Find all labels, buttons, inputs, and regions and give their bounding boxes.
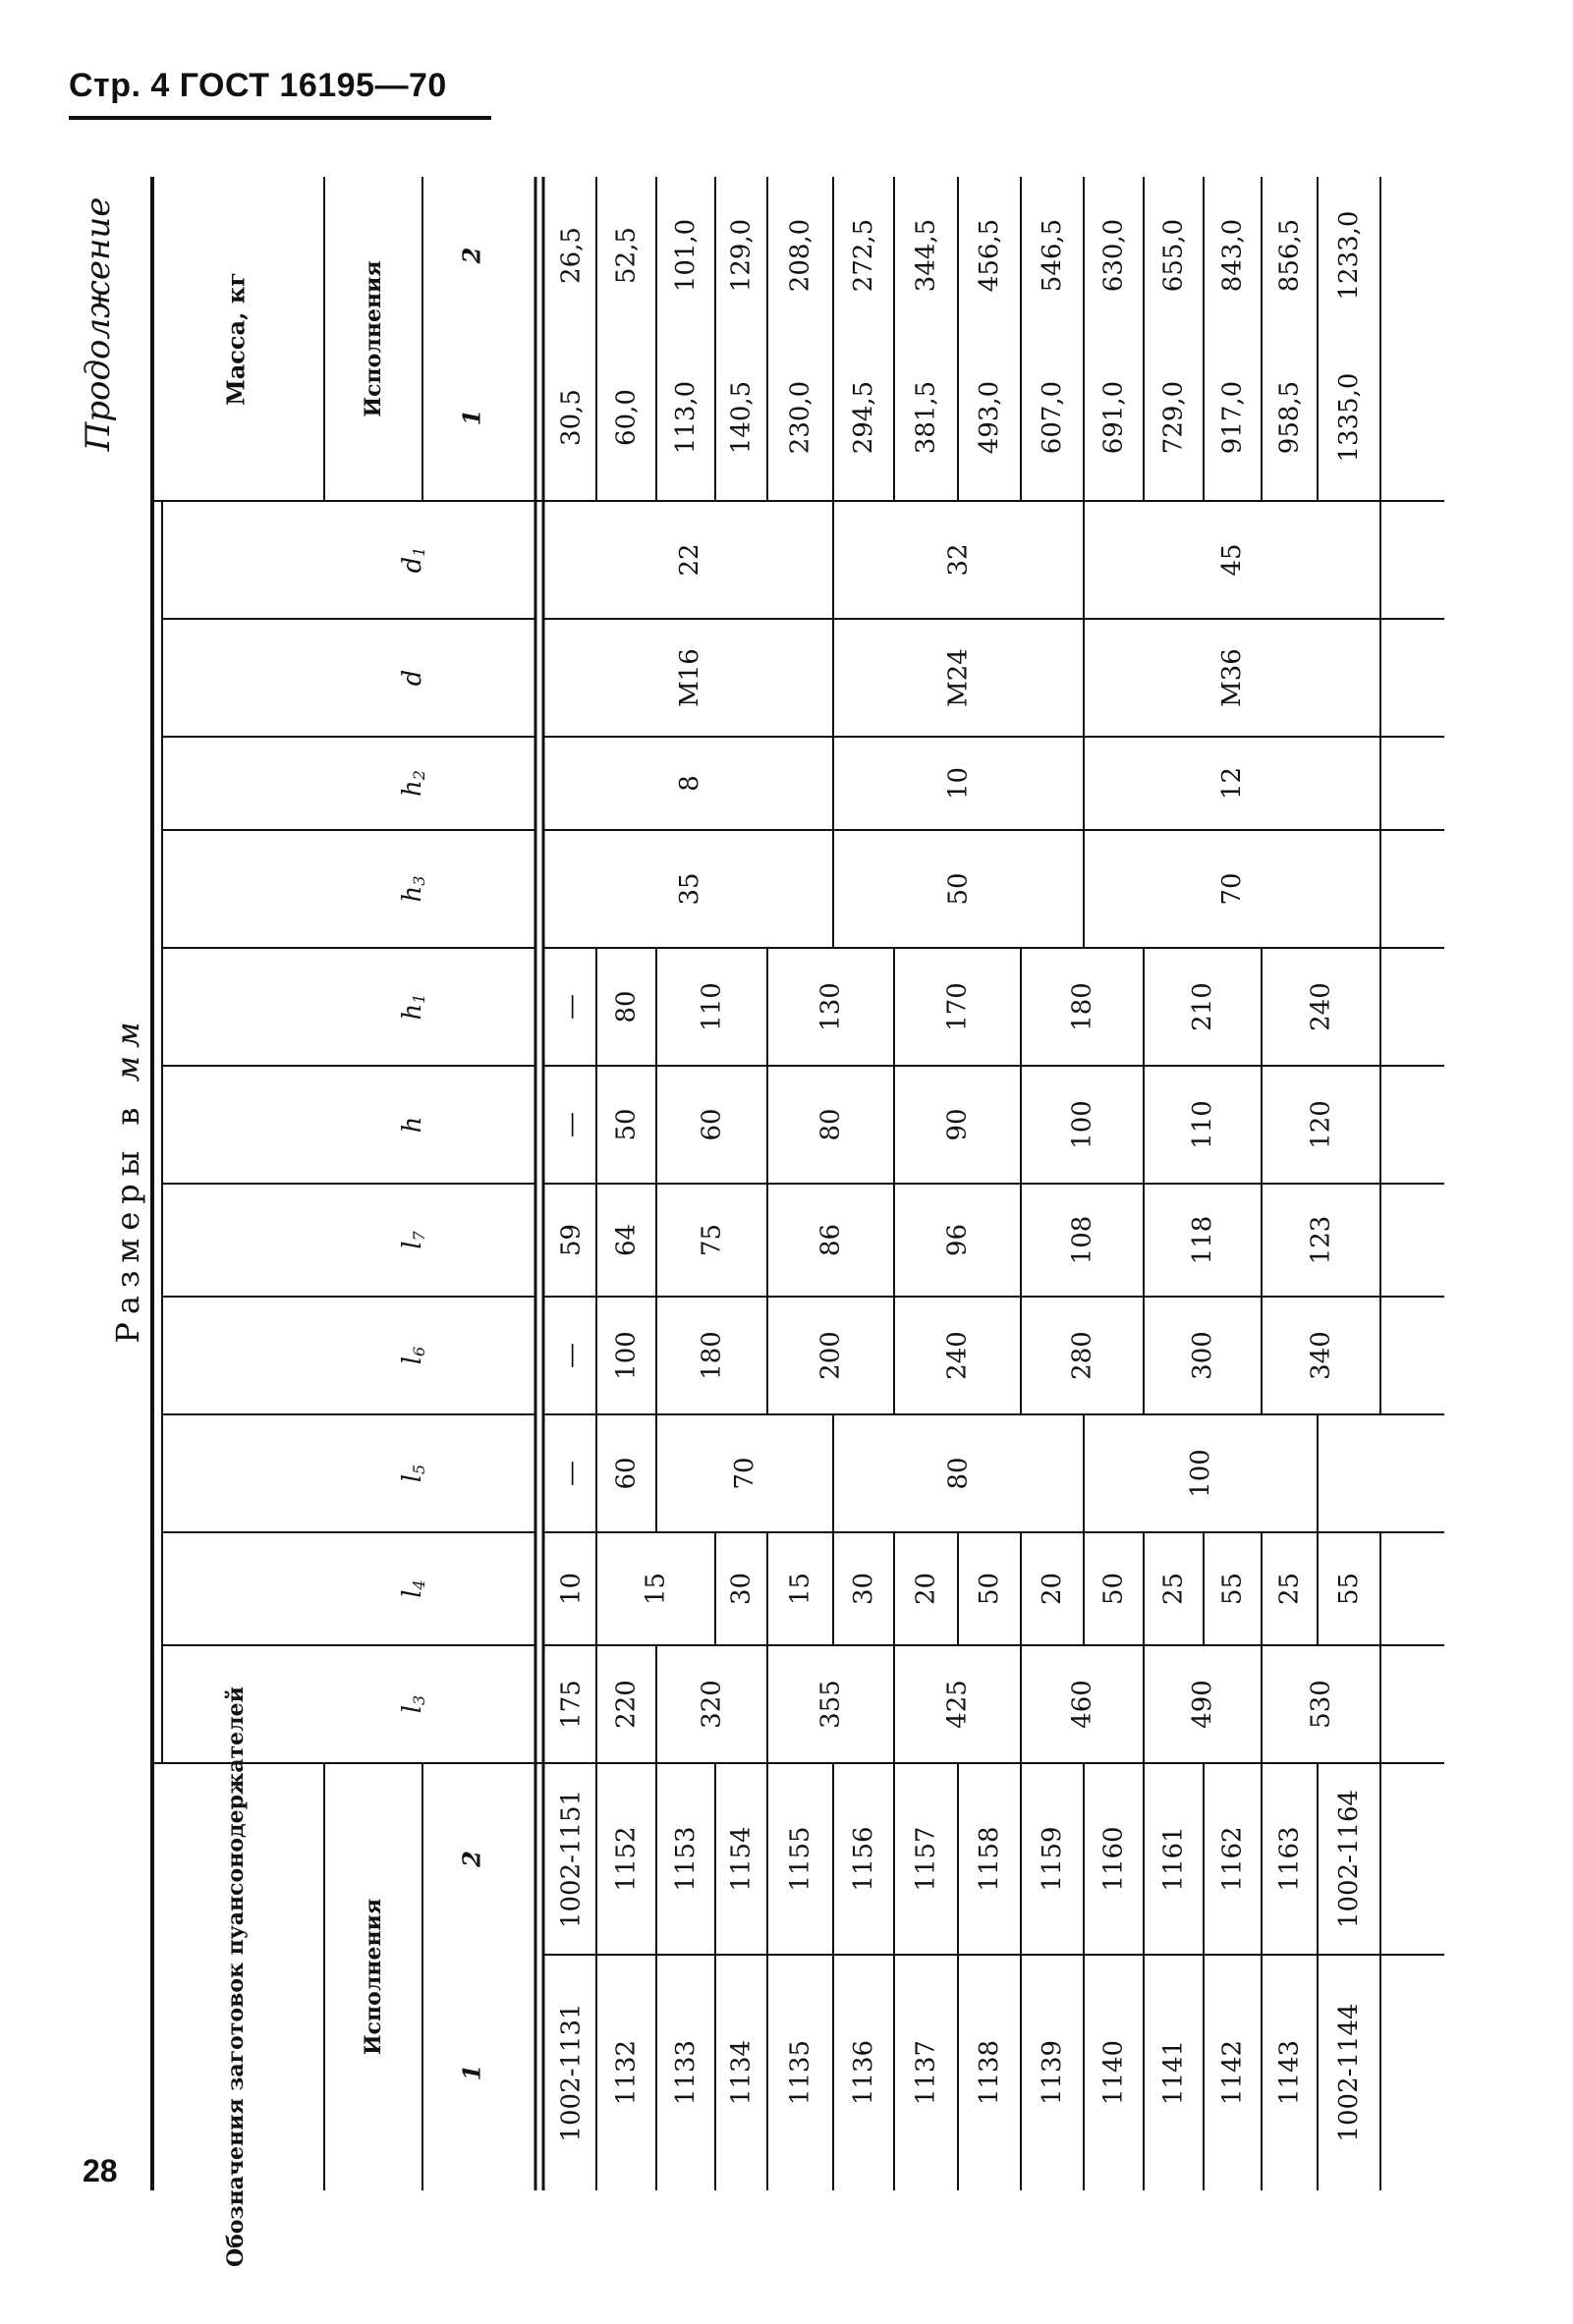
h-cell: 80 (815, 1108, 846, 1141)
mass-1-cell: 140,5 (726, 380, 757, 455)
designation-1-cell: 1132 (611, 2039, 642, 2106)
d-cell: M24 (943, 648, 974, 707)
mass-1-cell: 113,0 (671, 380, 701, 455)
h1-cell: 110 (697, 982, 727, 1031)
header-d: d (398, 669, 427, 687)
mass-1-cell: 958,5 (1274, 380, 1305, 455)
mass-2-cell: 630,0 (1098, 218, 1129, 293)
continuation-label: Продолжение (79, 196, 118, 452)
h1-cell: 240 (1306, 982, 1336, 1031)
designation-2-cell: 1153 (671, 1826, 701, 1892)
l5-cell: 100 (1186, 1449, 1215, 1498)
designation-2-cell: 1152 (611, 1826, 642, 1892)
header-h: h (398, 1116, 427, 1134)
d-cell: M16 (675, 648, 704, 707)
l6-cell: 100 (611, 1331, 642, 1380)
header-l4: $l_4$ (398, 1579, 428, 1598)
l7-cell: 59 (556, 1223, 587, 1257)
mass-1-header: 1 (457, 409, 486, 426)
l5-cell: 60 (611, 1457, 642, 1490)
l3-cell: 460 (1067, 1680, 1097, 1729)
designation-1-cell: 1135 (785, 2039, 815, 2106)
page-number: 28 (83, 2153, 118, 2188)
l7-cell: 108 (1067, 1215, 1097, 1265)
l6-cell: 280 (1067, 1331, 1097, 1380)
mass-2-cell: 456,5 (975, 218, 1004, 293)
h3-cell: 70 (1217, 872, 1247, 906)
designation-2-cell: 1162 (1217, 1826, 1248, 1892)
header-h2: $h_2$ (398, 770, 428, 797)
h-cell: 100 (1067, 1100, 1097, 1149)
designation-2-cell: 1002-1164 (1334, 1789, 1364, 1929)
mass-variants-header: Исполнения (361, 260, 386, 417)
header-l6: $l_6$ (398, 1346, 428, 1365)
designation-2-cell: 1160 (1098, 1826, 1129, 1892)
l3-cell: 220 (611, 1680, 642, 1729)
mass-1-cell: 381,5 (911, 380, 941, 455)
mass-2-header: 2 (457, 247, 486, 264)
header-l3: $l_3$ (398, 1694, 428, 1714)
h2-cell: 12 (1217, 766, 1247, 801)
designation-2-cell: 1154 (726, 1826, 757, 1892)
h3-cell: 35 (675, 872, 704, 906)
designation-header: Обозначения заготовок пуансонодержателей (223, 1687, 249, 2267)
h2-cell: 8 (675, 775, 704, 792)
h1-cell: — (556, 994, 587, 1020)
header-d1: $d_1$ (398, 546, 428, 574)
h1-cell: 130 (815, 982, 846, 1031)
mass-header: Масса, кг (221, 272, 251, 406)
l4-cell: 50 (975, 1572, 1004, 1606)
mass-2-cell: 101,0 (671, 218, 701, 293)
designation-1-cell: 1138 (975, 2039, 1004, 2106)
l6-cell: 240 (942, 1331, 973, 1380)
mass-2-cell: 272,5 (849, 218, 878, 293)
mass-2-cell: 856,5 (1274, 218, 1305, 293)
l6-cell: 200 (815, 1331, 846, 1380)
l6-cell: — (556, 1343, 587, 1368)
h-cell: 90 (942, 1108, 973, 1141)
l4-cell: 50 (1098, 1572, 1129, 1606)
mass-1-cell: 607,0 (1038, 380, 1067, 455)
h-cell: 50 (611, 1108, 642, 1141)
l7-cell: 75 (697, 1223, 727, 1257)
l5-cell: 80 (943, 1457, 974, 1490)
designation-1-cell: 1142 (1217, 2039, 1248, 2106)
mass-2-cell: 546,5 (1038, 218, 1067, 293)
mass-2-cell: 26,5 (556, 227, 587, 284)
header-l7: $l_7$ (398, 1231, 428, 1249)
designation-1-cell: 1141 (1158, 2039, 1189, 2106)
header-h3: $h_3$ (398, 875, 428, 903)
mass-1-cell: 729,0 (1158, 380, 1189, 455)
designation-2-cell: 1155 (785, 1826, 815, 1892)
mass-2-cell: 843,0 (1217, 218, 1248, 293)
mass-2-cell: 1233,0 (1334, 210, 1364, 301)
mass-1-cell: 60,0 (611, 389, 642, 446)
designation-2-cell: 1159 (1038, 1826, 1067, 1892)
mass-1-cell: 30,5 (556, 389, 587, 446)
l3-cell: 175 (556, 1680, 587, 1729)
designation-2-cell: 1161 (1158, 1826, 1189, 1892)
l5-cell: — (556, 1461, 587, 1486)
l4-cell: 30 (849, 1572, 878, 1606)
designation-1-cell: 1139 (1038, 2039, 1067, 2106)
designation-1-cell: 1136 (849, 2039, 878, 2106)
designation-2-cell: 1158 (975, 1826, 1004, 1892)
h-cell: 60 (697, 1108, 727, 1141)
mass-2-cell: 52,5 (611, 227, 642, 284)
variants-header: Исполнения (361, 1898, 386, 2056)
units-unit: мм (109, 1014, 146, 1082)
l7-cell: 96 (942, 1223, 973, 1257)
designation-2-cell: 1163 (1274, 1826, 1305, 1892)
units-prefix: Размеры в (109, 1099, 146, 1344)
h3-cell: 50 (943, 872, 974, 906)
variant-1-header: 1 (457, 2064, 486, 2081)
h1-cell: 170 (942, 982, 973, 1031)
h1-cell: 180 (1067, 982, 1097, 1031)
d1-cell: 32 (943, 543, 974, 577)
mass-1-cell: 917,0 (1217, 380, 1248, 455)
l3-cell: 355 (815, 1680, 846, 1729)
l4-cell: 20 (911, 1572, 941, 1606)
header-h1: $h_1$ (398, 993, 428, 1021)
l4-cell: 25 (1158, 1572, 1189, 1606)
designation-1-cell: 1002-1131 (556, 2003, 587, 2142)
designation-1-cell: 1143 (1274, 2039, 1305, 2106)
mass-2-cell: 655,0 (1158, 218, 1189, 293)
mass-1-cell: 493,0 (975, 380, 1004, 455)
l6-cell: 340 (1306, 1331, 1336, 1380)
l3-cell: 425 (942, 1680, 973, 1729)
l6-cell: 180 (697, 1331, 727, 1380)
designation-1-cell: 1137 (911, 2039, 941, 2106)
designation-1-cell: 1133 (671, 2039, 701, 2106)
l3-cell: 320 (697, 1680, 727, 1729)
l4-cell: 55 (1217, 1572, 1248, 1606)
l7-cell: 86 (815, 1223, 846, 1257)
l5-cell: 70 (730, 1457, 759, 1490)
mass-1-cell: 691,0 (1098, 380, 1129, 455)
h1-cell: 80 (611, 990, 642, 1024)
l7-cell: 123 (1306, 1215, 1336, 1265)
h-cell: — (556, 1112, 587, 1137)
l4-cell: 15 (641, 1572, 671, 1606)
header-l5: $l_5$ (398, 1464, 428, 1483)
h2-cell: 10 (943, 766, 974, 801)
designation-1-cell: 1140 (1098, 2039, 1129, 2106)
d1-cell: 22 (675, 543, 704, 577)
mass-2-cell: 129,0 (726, 218, 757, 293)
designation-1-cell: 1134 (726, 2039, 757, 2106)
designation-2-cell: 1002-1151 (556, 1789, 587, 1929)
designation-2-cell: 1156 (849, 1826, 878, 1892)
l6-cell: 300 (1188, 1331, 1217, 1380)
l4-cell: 15 (785, 1572, 815, 1606)
d-cell: M36 (1217, 648, 1247, 707)
mass-1-cell: 230,0 (785, 380, 815, 455)
h-cell: 120 (1306, 1100, 1336, 1149)
mass-2-cell: 208,0 (785, 218, 815, 293)
l4-cell: 20 (1038, 1572, 1067, 1606)
mass-2-cell: 344,5 (911, 218, 941, 293)
d1-cell: 45 (1217, 543, 1247, 577)
mass-1-cell: 294,5 (849, 380, 878, 455)
l4-cell: 55 (1334, 1572, 1364, 1606)
l4-cell: 30 (726, 1572, 757, 1606)
h1-cell: 210 (1188, 982, 1217, 1031)
l7-cell: 64 (611, 1223, 642, 1257)
designation-2-cell: 1157 (911, 1826, 941, 1892)
designation-1-cell: 1002-1144 (1334, 2003, 1364, 2142)
l3-cell: 490 (1188, 1680, 1217, 1729)
page-header: Стр. 4 ГОСТ 16195—70 (69, 67, 447, 104)
l7-cell: 118 (1188, 1215, 1217, 1265)
l3-cell: 530 (1306, 1680, 1336, 1729)
l4-cell: 10 (556, 1572, 587, 1606)
l4-cell: 25 (1274, 1572, 1305, 1606)
h-cell: 110 (1188, 1100, 1217, 1149)
variant-2-header: 2 (457, 1851, 486, 1867)
mass-1-cell: 1335,0 (1334, 372, 1364, 463)
